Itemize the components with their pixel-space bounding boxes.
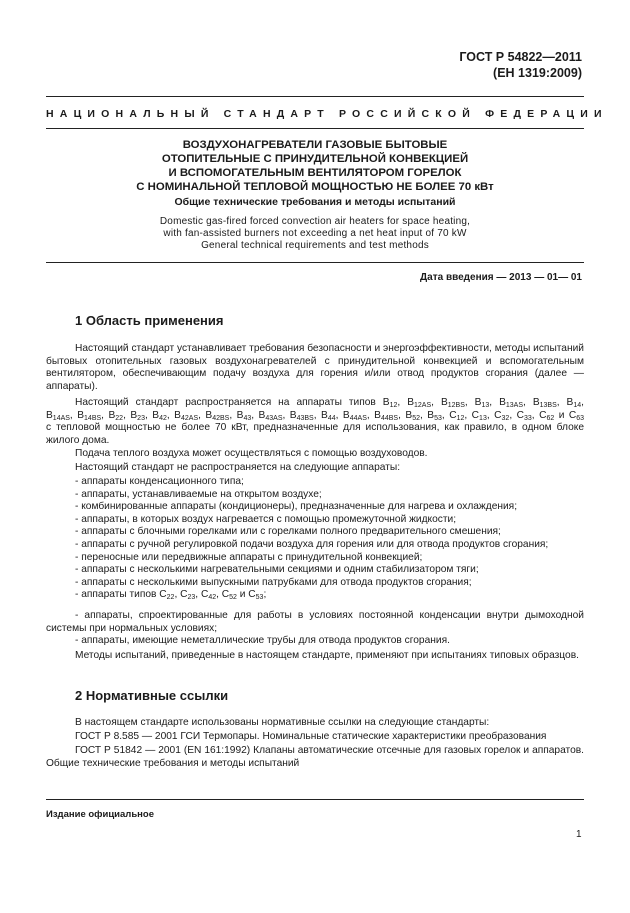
official-edition-label: Издание официальное bbox=[46, 809, 154, 820]
document-subtitle: Общие технические требования и методы испытаний bbox=[174, 196, 456, 208]
list-item: - аппараты, устанавливаемые на открытом воздухе; bbox=[75, 488, 322, 500]
footer-rule bbox=[46, 799, 584, 800]
reference-gost-8-585: ГОСТ Р 8.585 — 2001 ГСИ Термопары. Номинальные статические характеристики преобразования bbox=[75, 731, 547, 742]
list-item: - аппараты с несколькими выпускными патрубками для отвода продуктов сгорания; bbox=[75, 576, 472, 588]
section-1-paragraph-1: Настоящий стандарт устанавливает требования безопасности и энергоэффективности, методы испытаний бытовых отопительных газовых воздухонагревателей с принудительной конвекцией и вспомогательным вентилятором, обеспечивающим подачу воздуха для горения и/или отвод продуктов сгорания (далее — аппараты). bbox=[46, 343, 584, 392]
list-item: - аппараты с несколькими нагревательными секциями и одним стабилизатором тяги; bbox=[75, 564, 479, 576]
section-1-paragraph-3: Подача теплого воздуха может осуществляться с помощью воздуховодов. bbox=[75, 448, 428, 459]
list-item: - комбинированные аппараты (кондиционеры), предназначенные для нагрева и охлаждения; bbox=[75, 501, 518, 513]
reference-gost-51842: ГОСТ Р 51842 — 2001 (ЕN 161:1992) Клапаны автоматические отсечные для газовых горелок и аппаратов. Общие технические требования и методы испытаний bbox=[46, 745, 584, 769]
list-item: - переносные или передвижные аппараты с принудительной конвекцией; bbox=[75, 551, 423, 563]
list-item: - аппараты, в которых воздух нагревается с помощью промежуточной жидкости; bbox=[75, 513, 457, 525]
document-title: ВОЗДУХОНАГРЕВАТЕЛИ ГАЗОВЫЕ БЫТОВЫЕ ОТОПИТЕЛЬНЫЕ С ПРИНУДИТЕЛЬНОЙ КОНВЕКЦИЕЙ И ВСПОМОГАТЕЛЬНЫМ ВЕНТИЛЯТОРОМ ГОРЕЛОК С НОМИНАЛЬНОЙ ТЕПЛОВОЙ МОЩНОСТЬЮ НЕ БОЛЕЕ 70 кВт bbox=[136, 139, 494, 193]
top-rule bbox=[46, 96, 584, 97]
effective-date: Дата введения — 2013 — 01— 01 bbox=[420, 272, 582, 283]
exclusion-list bbox=[46, 476, 584, 602]
page-number: 1 bbox=[576, 829, 582, 840]
section-2-paragraph-1: В настоящем стандарте использованы нормативные ссылки на следующие стандарты: bbox=[75, 717, 490, 728]
english-title: Domestic gas-fired forced convection air heaters for space heating, with fan-assisted burners not exceeding a net heat input of 70 kW General technical requirements and test methods bbox=[159, 216, 471, 251]
list-item: - аппараты типов $С_{22}$, $С_{23}$, $С_{42}$, $С_{52}$ и $С_{53}$; bbox=[75, 589, 267, 602]
list-item: - аппараты с блочными горелками или с горелками полного предварительного смешения; bbox=[75, 526, 501, 538]
section-2-heading: 2 Нормативные ссылки bbox=[75, 688, 229, 703]
title-rule bbox=[46, 262, 584, 263]
national-standard-banner: НАЦИОНАЛЬНЫЙ СТАНДАРТ РОССИЙСКОЙ ФЕДЕРАЦИИ bbox=[46, 108, 608, 120]
banner-rule bbox=[46, 128, 584, 129]
list-item: - аппараты конденсационного типа; bbox=[75, 476, 244, 487]
standard-number: ГОСТ Р 54822—2011 bbox=[459, 50, 582, 64]
section-1-heading: 1 Область применения bbox=[75, 313, 224, 328]
standard-en-number: (ЕН 1319:2009) bbox=[493, 66, 582, 80]
list-item-nonmetal: - аппараты, имеющие неметаллические трубы для отвода продуктов сгорания. bbox=[75, 635, 450, 646]
list-item-condensation: - аппараты, спроектированные для работы в условиях постоянной конденсации внутри дымоходной системы при нормальных условиях; bbox=[46, 610, 584, 634]
section-1-paragraph-2: Настоящий стандарт распространяется на аппараты типов $В_{12}$, $В_{12АS}$, $В_{12BS}$, $В_{13}$, $В_{13AS}$, $В_{13BS}$, $В_{14}$, $В_{14AS}$, $В_{14BS}$, $В_{22}$, $В_{23}$, $В_{42}$, $В_{42AS}$, $В_{42BS}$, $В_{43}$, $В_{43AS}$, $В_{43BS}$, $В_{44}$, $В_{44AS}$, $В_{44BS}$, $В_{52}$, $В_{53}$, $С_{12}$, $С_{13}$, $С_{32}$, $С_{33}$, $С_{62}$ и $С_{63}$ с тепловой мощностью не более 70 кВт, предназначенные для использования, как правило, в одном блоке жилого дома. bbox=[46, 397, 585, 446]
section-1-paragraph-4: Настоящий стандарт не распространяется на следующие аппараты: bbox=[75, 462, 401, 473]
section-1-paragraph-5: Методы испытаний, приведенные в настоящем стандарте, применяют при испытаниях типовых образцов. bbox=[75, 650, 579, 661]
list-item: - аппараты с ручной регулировкой подачи воздуха для горения или для отвода продуктов сгорания; bbox=[75, 538, 549, 550]
